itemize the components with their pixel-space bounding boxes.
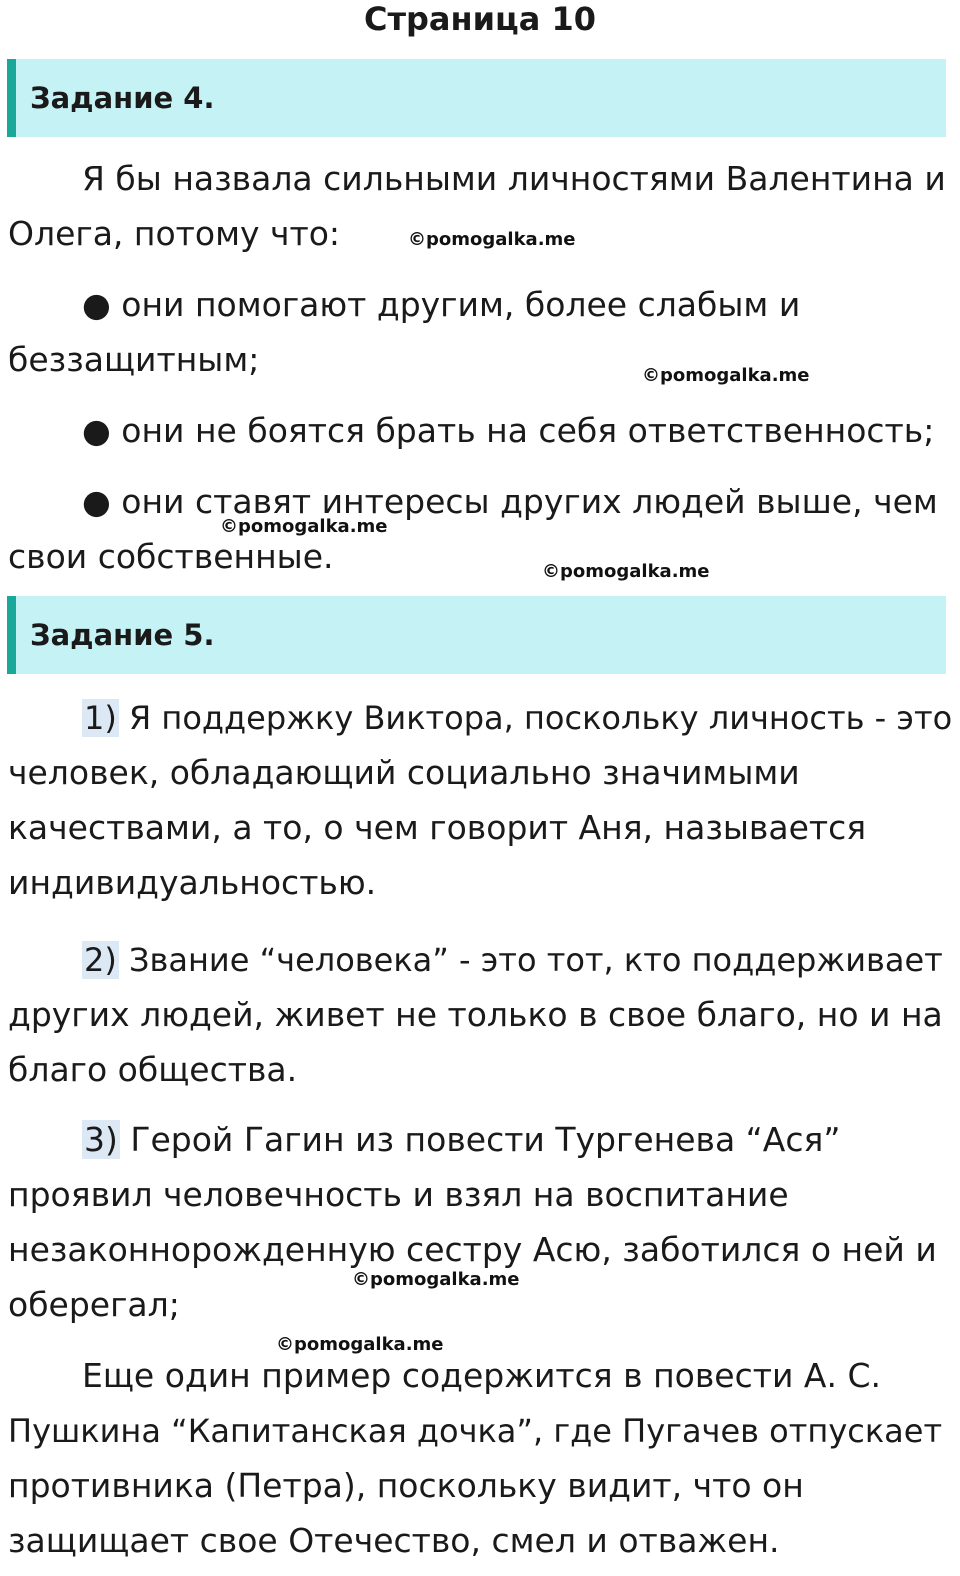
task-5-header	[7, 596, 946, 674]
task-5-extra-line: противника (Петра), поскольку видит, что он	[8, 1466, 804, 1505]
task-4-title: Задание 4.	[30, 81, 215, 115]
task-4-text-line: Я бы назвала сильными личностями Валентина и	[82, 159, 946, 198]
item-number: 2)	[84, 941, 117, 979]
task-5-item-1-line: человек, обладающий социально значимыми	[8, 753, 800, 792]
task-4-header	[7, 59, 946, 137]
task-5-item-1-line: индивидуальностью.	[8, 863, 377, 902]
task-5-item-1-line: качествами, а то, о чем говорит Аня, называется	[8, 808, 867, 847]
task-5-extra-line: Еще один пример содержится в повести А. С.	[82, 1356, 881, 1395]
watermark: ©pomogalka.me	[642, 365, 810, 386]
task-5-title: Задание 5.	[30, 618, 215, 652]
task-4-bullet-line: свои собственные.	[8, 537, 334, 576]
page-title: Страница 10	[363, 0, 597, 38]
watermark: ©pomogalka.me	[276, 1334, 444, 1355]
task-5-item-3-line: проявил человечность и взял на воспитание	[8, 1175, 789, 1214]
item-text: Герой Гагин из повести Тургенева “Ася”	[119, 1120, 841, 1159]
task-4-text-line: Олега, потому что:	[8, 214, 341, 253]
item-text: Я поддержку Виктора, поскольку личность - это	[118, 699, 953, 737]
task-5-extra-line: Пушкина “Капитанская дочка”, где Пугачев отпускает	[8, 1412, 943, 1450]
task-4-bullet-line: ● они помогают другим, более слабым и	[82, 285, 801, 324]
task-5-item-3-line: незаконнорожденную сестру Асю, заботился о ней и	[8, 1230, 937, 1269]
task-4-bullet-line: ● они ставят интересы других людей выше, чем	[82, 482, 938, 521]
item-number: 3)	[84, 1120, 118, 1159]
item-number: 1)	[84, 699, 117, 737]
watermark: ©pomogalka.me	[220, 516, 388, 537]
task-5-item-2-line: других людей, живет не только в свое благо, но и на	[8, 995, 943, 1034]
watermark: ©pomogalka.me	[542, 561, 710, 582]
task-5-extra-line: защищает свое Отечество, смел и отважен.	[8, 1521, 780, 1560]
task-5-item-3-line: оберегал;	[8, 1285, 180, 1324]
task-4-bullet-line: ● они не боятся брать на себя ответственность;	[82, 411, 935, 450]
task-5-item-2-line: благо общества.	[8, 1050, 298, 1089]
item-text: Звание “человека” - это тот, кто поддерживает	[118, 941, 943, 979]
task-5-item-1	[82, 696, 952, 740]
watermark: ©pomogalka.me	[408, 229, 576, 250]
task-4-bullet-line: беззащитным;	[8, 340, 260, 379]
watermark: ©pomogalka.me	[352, 1269, 520, 1290]
task-5-item-3	[82, 1118, 840, 1162]
task-5-item-2	[82, 938, 943, 982]
